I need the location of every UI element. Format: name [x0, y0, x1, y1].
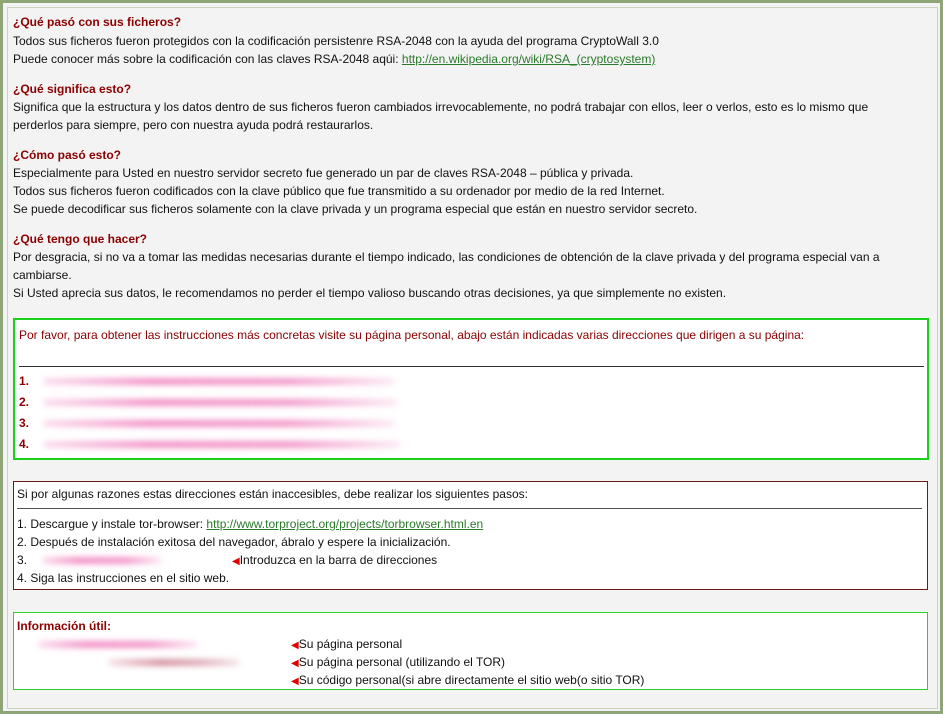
tor-intro-text: Si por algunas razones estas direcciones están inaccesibles, debe realizar los siguientes pasos: [17, 487, 528, 501]
tor-step-4: 4. Siga las instrucciones en el sitio web. [17, 571, 230, 585]
redacted-personal-page[interactable] [38, 641, 198, 648]
info-item [291, 671, 644, 691]
redacted-tor-personal-page[interactable] [108, 659, 240, 666]
divider [19, 366, 924, 367]
paragraph-line: Por desgracia, si no va a tomar las medidas necesarias durante el tiempo indicado, las condiciones de obtención de la clave privada y del programa especial van a [13, 250, 880, 264]
info-item-label: Su código personal(si abre directamente el sitio web(o sitio TOR) [298, 673, 645, 687]
heading-what-means: ¿Qué significa esto? [13, 82, 132, 96]
redacted-address-link[interactable] [43, 420, 395, 427]
red-left-triangle-icon: ◀ [291, 640, 299, 651]
paragraph-line: perderlos para siempre, pero con nuestra ayuda podrá restaurarlos. [13, 118, 374, 132]
address-number: 4. [19, 437, 30, 451]
paragraph-line: Se puede decodificar sus ficheros solamente con la clave privada y un programa especial que están en nuestro servidor secreto. [13, 202, 698, 216]
tor-step-1 [17, 515, 483, 533]
tor-step-2: 2. Después de instalación exitosa del navegador, ábralo y espere la inicialización. [17, 535, 451, 549]
heading-how-happened: ¿Cómo pasó esto? [13, 148, 122, 162]
tor-steps-box [13, 481, 928, 590]
torbrowser-download-link[interactable]: http://www.torproject.org/projects/torbrowser.html.en [206, 517, 484, 531]
tor-step-3-number: 3. [17, 553, 28, 567]
red-left-triangle-icon: ◀ [232, 556, 240, 567]
heading-what-to-do: ¿Qué tengo que hacer? [13, 232, 148, 246]
redacted-address-link[interactable] [43, 399, 398, 406]
redacted-address-link[interactable] [43, 378, 395, 385]
paragraph-line: Todos sus ficheros fueron codificados con la clave público que fue transmitido a su ordenador por medio de la red Internet. [13, 184, 665, 198]
useful-info-box [13, 612, 928, 690]
wikipedia-rsa-link[interactable]: http://en.wikipedia.org/wiki/RSA_(cryptosystem) [401, 52, 656, 66]
addresses-intro-text: Por favor, para obtener las instrucciones más concretas visite su página personal, abajo están indicadas varias direcciones que dirigen a su página: [19, 328, 805, 342]
paragraph-text: Puede conocer más sobre la codificación con las claves RSA-2048 aqúi: [13, 52, 402, 66]
red-left-triangle-icon: ◀ [291, 676, 299, 687]
address-number: 2. [19, 395, 30, 409]
redacted-tor-address [42, 557, 162, 564]
paragraph-line: cambiarse. [13, 268, 72, 282]
info-item-label: Su página personal (utilizando el TOR) [298, 655, 506, 669]
address-number: 1. [19, 374, 30, 388]
red-left-triangle-icon: ◀ [291, 658, 299, 669]
paragraph-line: Todos sus ficheros fueron protegidos con la codificación persistenre RSA-2048 con la ayuda del programa CryptoWall 3.0 [13, 34, 659, 48]
step-text: Introduzca en la barra de direcciones [239, 553, 438, 567]
personal-page-addresses-box [13, 318, 929, 460]
redacted-address-link[interactable] [43, 441, 401, 448]
paragraph-line: Significa que la estructura y los datos dentro de sus ficheros fueron cambiados irrevocablemente, no podrá trabajar con ellos, leer o verlos, esto es lo mismo que [13, 100, 869, 114]
useful-info-heading: Información útil: [17, 619, 111, 633]
info-item-label: Su página personal [298, 637, 403, 651]
info-item [291, 653, 505, 673]
paragraph-line-with-link [13, 50, 655, 68]
heading-what-happened: ¿Qué pasó con sus ficheros? [13, 15, 182, 29]
step-text: 1. Descargue y instale tor-browser: [17, 517, 207, 531]
paragraph-line: Si Usted aprecia sus datos, le recomendamos no perder el tiempo valioso buscando otras decisiones, ya que simplemente no existen. [13, 286, 727, 300]
address-number: 3. [19, 416, 30, 430]
tor-step-3-note [232, 551, 437, 571]
divider [17, 508, 922, 509]
info-item [291, 635, 402, 655]
paragraph-line: Especialmente para Usted en nuestro servidor secreto fue generado un par de claves RSA-2048 – pública y privada. [13, 166, 634, 180]
